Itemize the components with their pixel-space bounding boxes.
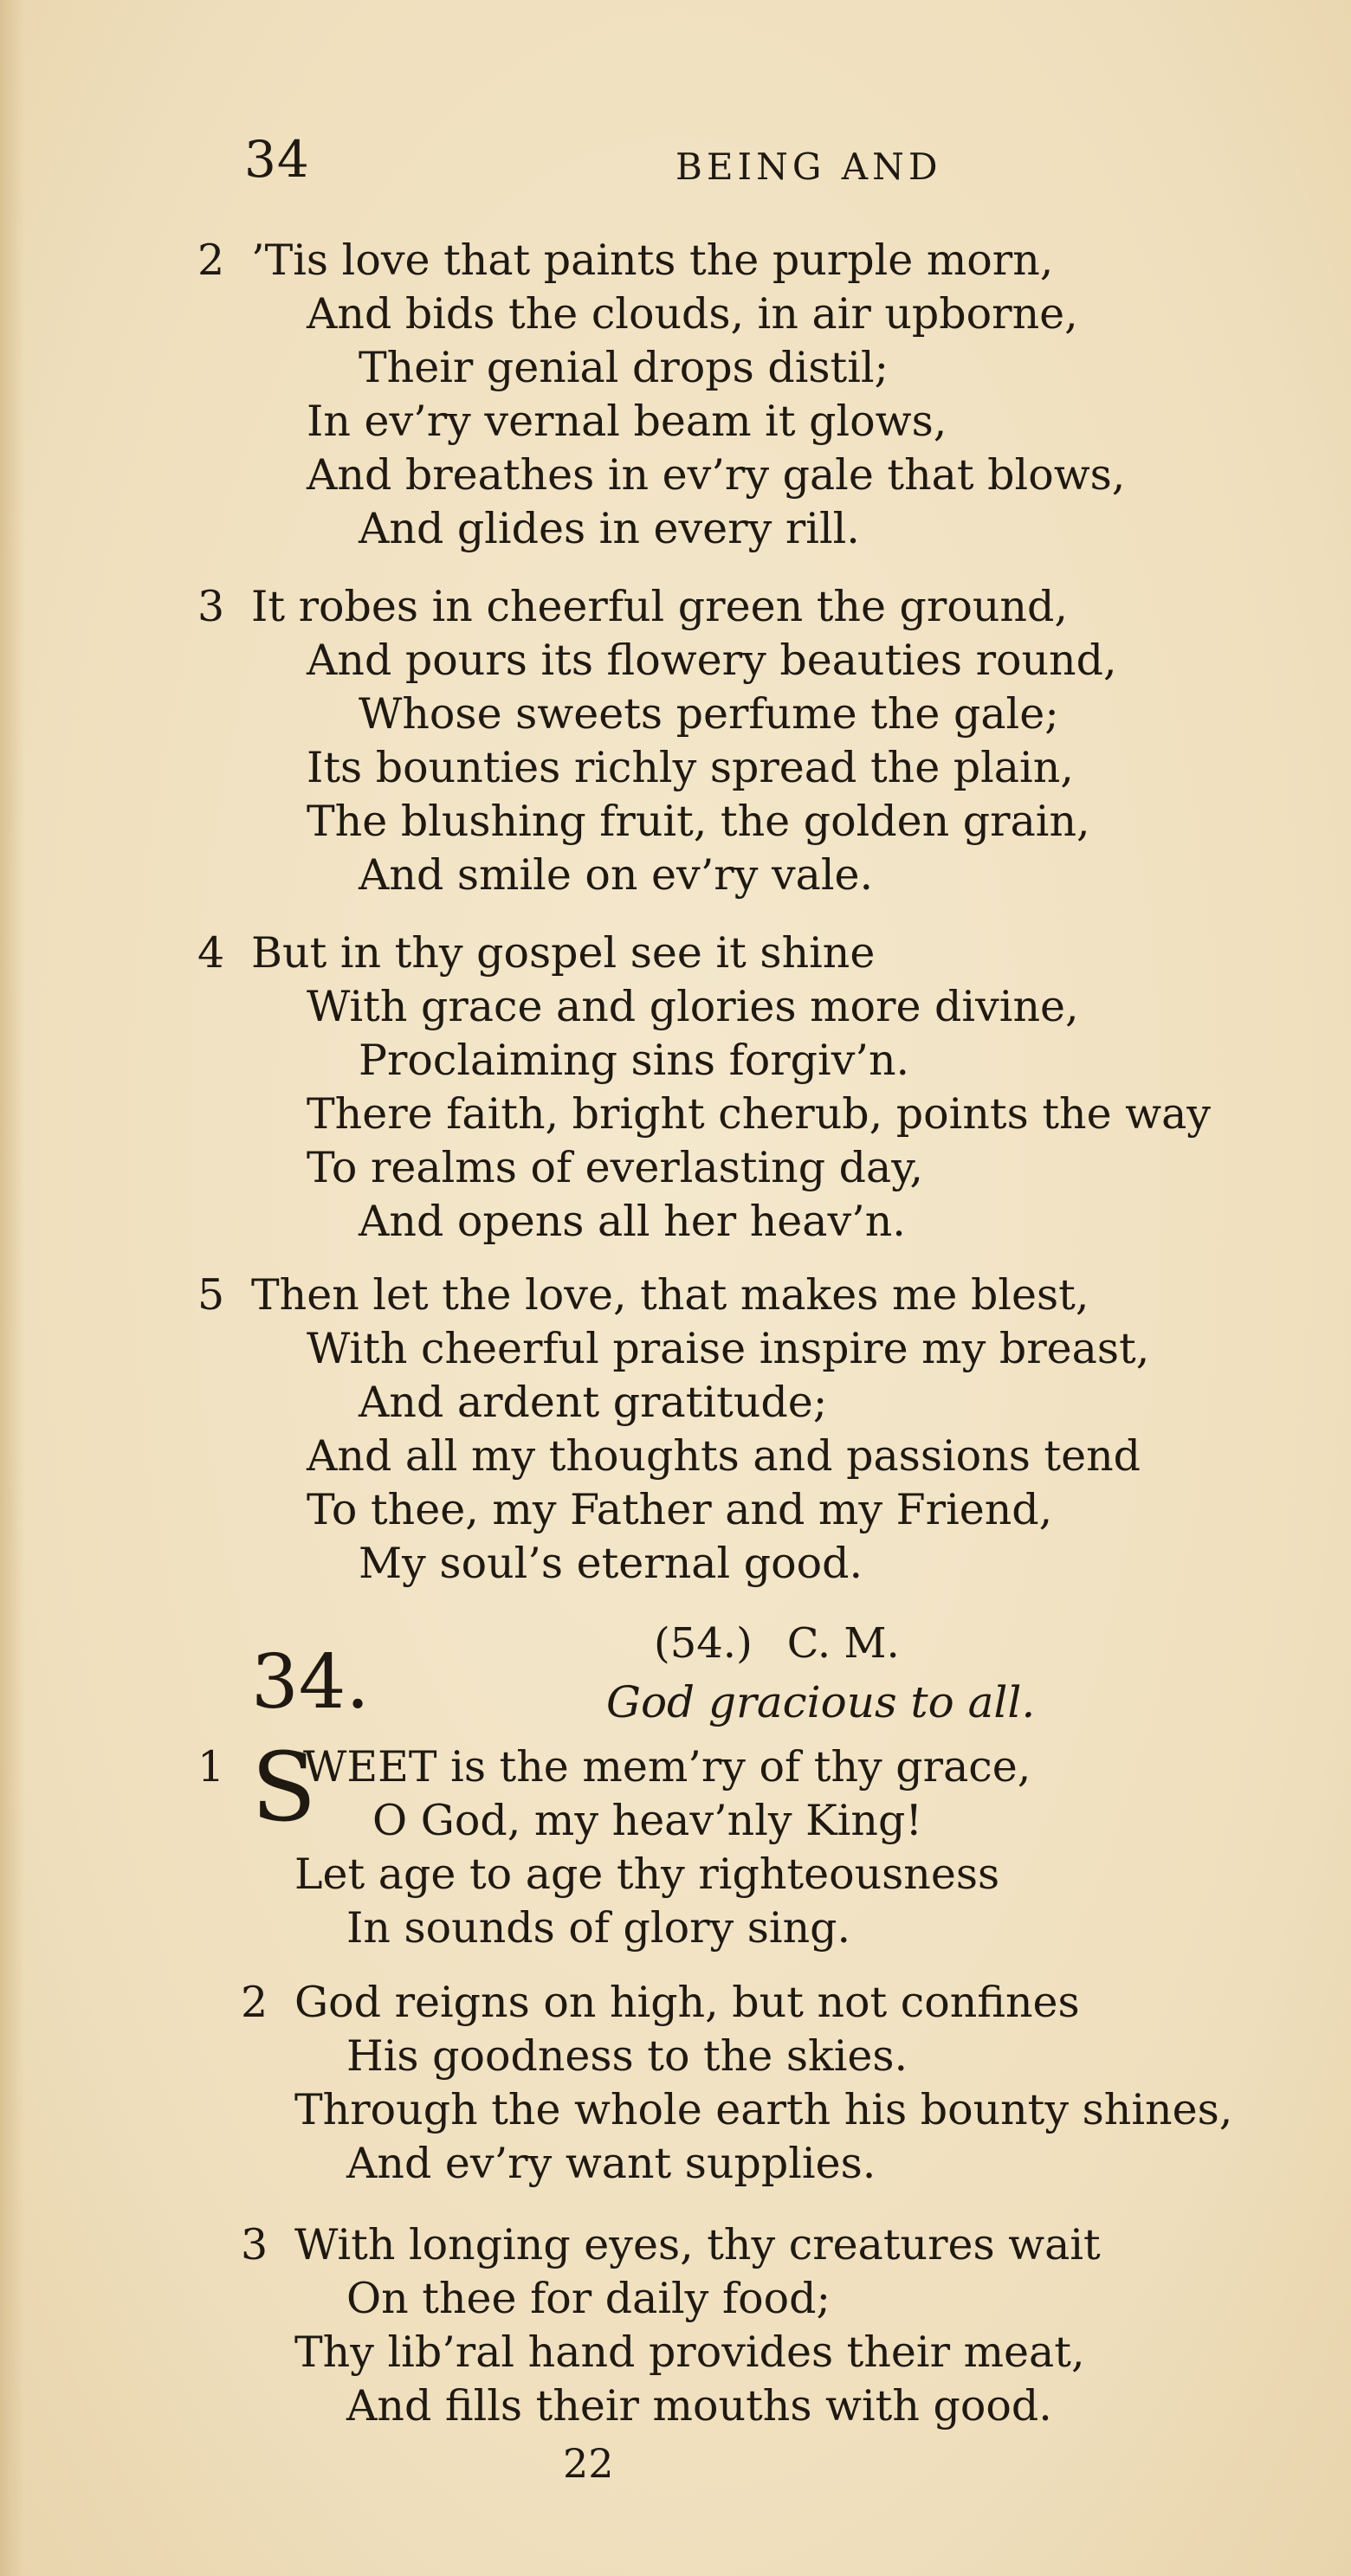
verse-line: And breathes in ev’ry gale that blows,: [307, 450, 1126, 500]
stanza-number: 2: [241, 1978, 268, 2027]
verse-line: And ev’ry want supplies.: [346, 2139, 876, 2188]
verse-line: With cheerful praise inspire my breast,: [307, 1324, 1150, 1373]
verse-line: And fills their mouths with good.: [346, 2381, 1052, 2431]
verse-line: The blushing fruit, the golden grain,: [307, 797, 1090, 846]
verse-line: There faith, bright cherub, points the way: [307, 1089, 1211, 1139]
verse-line: In ev’ry vernal beam it glows,: [307, 397, 947, 446]
hymn-title: God gracious to all.: [606, 1677, 1036, 1727]
stanza-3b: [241, 2218, 1334, 2433]
tune-reference: (54.): [654, 1619, 753, 1668]
verse-line: Its bounties richly spread the plain,: [307, 743, 1074, 792]
verse-line: 2 God reigns on high, but not confines: [251, 1976, 1334, 2030]
verse-line: And glides in every rill.: [359, 504, 860, 553]
drop-cap: S: [251, 1732, 317, 1843]
stanza-number: 5: [197, 1270, 225, 1320]
stanza-number: 3: [241, 2220, 268, 2269]
stanza-4: [197, 926, 1334, 1249]
verse-line: Let age to age thy righteousness: [294, 1850, 1000, 1899]
verse-line: 1 S WEET is the mem’ry of thy grace,: [197, 1732, 1031, 1843]
verse-line: In sounds of glory sing.: [346, 1903, 851, 1953]
verse-line: And opens all her heav’n.: [359, 1197, 906, 1246]
verse-line: And smile on ev’ry vale.: [359, 850, 874, 900]
verse-line: On thee for daily food;: [346, 2274, 831, 2323]
stanza-number: 3: [197, 582, 225, 631]
stanza-1: [197, 1732, 1334, 1955]
stanza-number: 4: [197, 928, 225, 978]
verse-line: And bids the clouds, in air upborne,: [307, 289, 1078, 339]
verse-line: And ardent gratitude;: [359, 1378, 828, 1427]
verse-line: Proclaiming sins forgiv’n.: [359, 1036, 910, 1085]
verse-line: To realms of everlasting day,: [307, 1143, 923, 1192]
verse-line: O God, my heav’nly King!: [372, 1796, 923, 1845]
stanza-5: [197, 1269, 1334, 1591]
verse-line: Whose sweets perfume the gale;: [359, 689, 1059, 739]
meter: C. M.: [786, 1619, 900, 1668]
running-head: BEING AND: [676, 145, 942, 188]
verse-line: And pours its flowery beauties round,: [307, 636, 1117, 685]
verse-line: And all my thoughts and passions tend: [307, 1431, 1141, 1481]
signature-mark: 22: [563, 2440, 614, 2487]
stanza-2b: [241, 1976, 1334, 2191]
verse-line: Through the whole earth his bounty shines,: [294, 2085, 1233, 2134]
verse-line: My soul’s eternal good.: [359, 1539, 863, 1588]
verse-line: 5 Then let the love, that makes me blest,: [251, 1269, 1334, 1322]
verse-line: With grace and glories more divine,: [307, 982, 1079, 1031]
verse-line: To thee, my Father and my Friend,: [307, 1485, 1053, 1534]
hymn-meta: [654, 1617, 900, 1669]
verse-line: 3 With longing eyes, thy creatures wait: [251, 2218, 1334, 2272]
verse-line: 4 But in thy gospel see it shine: [251, 926, 1334, 980]
stanza-2: [197, 234, 1334, 556]
page-header: [0, 130, 1351, 190]
stanza-number: 2: [197, 236, 225, 285]
stanza-number: 1: [197, 1742, 225, 1792]
verse-line: His goodness to the skies.: [346, 2031, 908, 2081]
stanza-3: [197, 580, 1334, 902]
verse-line: 3 It robes in cheerful green the ground,: [251, 580, 1334, 634]
page-number: 34: [244, 130, 310, 189]
verse-line: Their genial drops distil;: [359, 343, 889, 392]
hymn-number: 34.: [251, 1639, 370, 1726]
verse-line: Thy lib’ral hand provides their meat,: [294, 2327, 1085, 2377]
page-edge-shadow: [0, 0, 24, 2576]
verse-line: 2 ’Tis love that paints the purple morn,: [251, 234, 1334, 287]
